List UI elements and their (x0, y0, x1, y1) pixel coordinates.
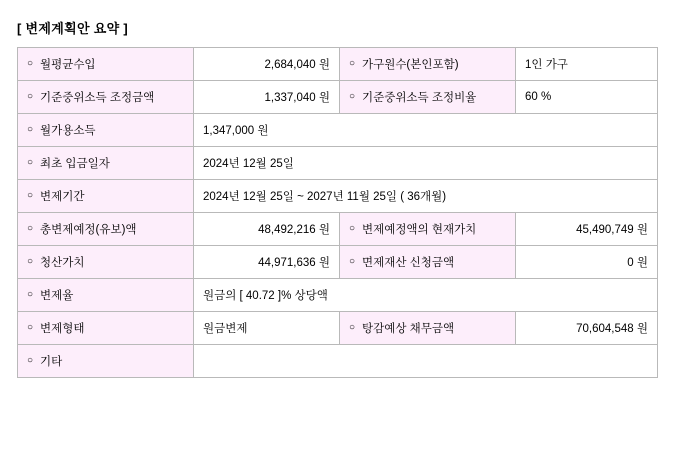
circle-bullet-icon: ○ (349, 58, 356, 69)
row-value-monthly-disposable-income: 1,347,000 원 (194, 114, 658, 147)
row-label-household-members: ○ 가구원수(본인포함) (340, 48, 516, 81)
row-value-first-payment-date: 2024년 12월 25일 (194, 147, 658, 180)
table-row (18, 279, 658, 312)
circle-bullet-icon: ○ (27, 124, 34, 135)
row-value-median-income-adjusted-ratio: 60 % (516, 81, 658, 114)
circle-bullet-icon: ○ (349, 256, 356, 267)
row-label-monthly-average-income: ○ 월평균수입 (18, 48, 194, 81)
row-label-etc: ○ 기타 (18, 345, 194, 378)
row-value-household-members: 1인 가구 (516, 48, 658, 81)
row-label-exempt-property-claim: ○ 면제재산 신청금액 (340, 246, 516, 279)
circle-bullet-icon: ○ (27, 289, 34, 300)
row-value-expected-debt-reduction: 70,604,548 원 (516, 312, 658, 345)
row-label-first-payment-date: ○ 최초 입금일자 (18, 147, 194, 180)
table-row (18, 114, 658, 147)
row-label-repayment-type: ○ 변제형태 (18, 312, 194, 345)
row-label-median-income-adjusted-amount: ○ 기준중위소득 조정금액 (18, 81, 194, 114)
table-row (18, 345, 658, 378)
circle-bullet-icon: ○ (27, 223, 34, 234)
row-label-repayment-period: ○ 변제기간 (18, 180, 194, 213)
row-value-median-income-adjusted-amount: 1,337,040 원 (194, 81, 340, 114)
row-label-total-planned-repayment: ○ 총변제예정(유보)액 (18, 213, 194, 246)
circle-bullet-icon: ○ (27, 322, 34, 333)
circle-bullet-icon: ○ (27, 91, 34, 102)
table-row (18, 81, 658, 114)
row-value-repayment-type: 원금변제 (194, 312, 340, 345)
circle-bullet-icon: ○ (27, 58, 34, 69)
repayment-plan-summary-table (17, 47, 658, 378)
row-label-median-income-adjusted-ratio: ○ 기준중위소득 조정비율 (340, 81, 516, 114)
circle-bullet-icon: ○ (27, 157, 34, 168)
row-label-present-value-of-repayment: ○ 변제예정액의 현재가치 (340, 213, 516, 246)
row-value-exempt-property-claim: 0 원 (516, 246, 658, 279)
table-row (18, 213, 658, 246)
circle-bullet-icon: ○ (27, 256, 34, 267)
table-row (18, 180, 658, 213)
row-label-expected-debt-reduction: ○ 탕감예상 채무금액 (340, 312, 516, 345)
page-title: [ 변제계획안 요약 ] (17, 21, 128, 36)
table-row (18, 246, 658, 279)
circle-bullet-icon: ○ (27, 355, 34, 366)
circle-bullet-icon: ○ (349, 223, 356, 234)
circle-bullet-icon: ○ (349, 322, 356, 333)
row-value-repayment-rate: 원금의 [ 40.72 ]% 상당액 (194, 279, 658, 312)
row-value-monthly-average-income: 2,684,040 원 (194, 48, 340, 81)
table-row (18, 48, 658, 81)
table-row (18, 147, 658, 180)
circle-bullet-icon: ○ (349, 91, 356, 102)
row-label-monthly-disposable-income: ○ 월가용소득 (18, 114, 194, 147)
row-value-etc (194, 345, 658, 378)
row-value-repayment-period: 2024년 12월 25일 ~ 2027년 11월 25일 ( 36개월) (194, 180, 658, 213)
circle-bullet-icon: ○ (27, 190, 34, 201)
row-label-repayment-rate: ○ 변제율 (18, 279, 194, 312)
table-row (18, 312, 658, 345)
row-value-present-value-of-repayment: 45,490,749 원 (516, 213, 658, 246)
row-label-liquidation-value: ○ 청산가치 (18, 246, 194, 279)
row-value-total-planned-repayment: 48,492,216 원 (194, 213, 340, 246)
row-value-liquidation-value: 44,971,636 원 (194, 246, 340, 279)
